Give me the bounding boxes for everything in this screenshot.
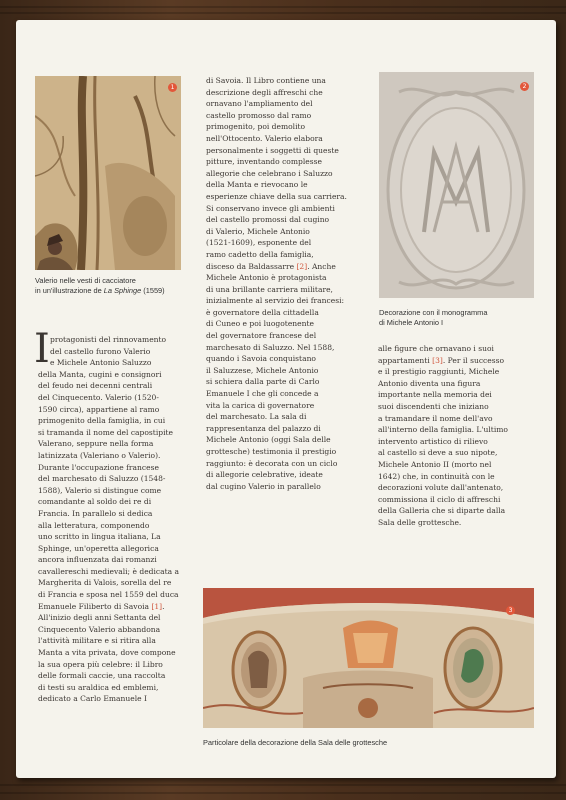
figure-number-badge-1: 1	[168, 83, 177, 92]
col2-line: di Valerio, Michele Antonio	[206, 226, 310, 236]
text-column-3	[378, 343, 508, 529]
col1-line: di testi su araldica ed emblemi,	[38, 682, 159, 692]
col2-line: descrizione degli affreschi che	[206, 87, 323, 97]
col1-line: dedicato a Carlo Emanuele I	[38, 694, 147, 704]
col2-line: disceso da Baldassarre [2]. Anche	[206, 261, 336, 271]
col1-line: si tramanda il nome del capostipite	[38, 427, 173, 437]
col3-line: Sala delle grottesche.	[378, 517, 462, 527]
col1-line: delle formali caccie, una raccolta	[38, 671, 166, 681]
col2-line: il Saluzzese, Michele Antonio	[206, 365, 319, 375]
col3-line: a tramandare il nome dell'avo	[378, 413, 493, 423]
col2-line: Si conservano invece gli ambienti	[206, 203, 335, 213]
col1-line: 1588), Valerio si distingue come	[38, 485, 162, 495]
image1-caption: Valerio nelle vesti di cacciatore in un'illustrazione de La Sphinge (1559)	[35, 276, 165, 295]
col1-line: del castello furono Valerio	[50, 346, 151, 356]
col1-line: e Michele Antonio Saluzzo	[50, 358, 152, 368]
col1-line: del Cinquecento. Valerio (1520-	[38, 392, 159, 402]
col2-line: inizialmente al servizio dei francesi:	[206, 296, 345, 306]
col1-line: cavallereschi medievali; è dedicata a	[38, 566, 180, 576]
col1-line: della Manta, cugini e consignori	[38, 369, 162, 379]
figure-number-badge-3: 3	[506, 606, 515, 615]
col1-line: Francia. In parallelo si dedica	[38, 508, 153, 518]
figure-number-badge-2: 2	[520, 82, 529, 91]
col1-line: alla letteratura, componendo	[38, 520, 150, 530]
col3-line: all'interno della famiglia. L'ultimo	[378, 425, 508, 435]
col2-line: di Cuneo e poi luogotenente	[206, 319, 314, 329]
grotesque-ceiling-image	[203, 588, 534, 728]
col1-line: Manta a vita privata, dove compone	[38, 648, 176, 658]
col2-line: del marchesato. La sala di	[206, 412, 307, 422]
col1-line: la sua opera più celebre: il Libro	[38, 659, 163, 669]
col1-line: uno scritto in lingua italiana, La	[38, 532, 161, 542]
col1-line: l'attività militare e si ritira alla	[38, 636, 156, 646]
col3-line: suoi discendenti che iniziano	[378, 401, 489, 411]
col3-line: Michele Antonio II (morto nel	[378, 459, 492, 469]
col2-line: vita la carica di governatore	[206, 400, 315, 410]
col3-line: commissiona il ciclo di affreschi	[378, 494, 501, 504]
col1-line: comandante al soldo dei re di	[38, 497, 152, 507]
col2-line: (1521-1609), esponente del	[206, 238, 312, 248]
col1-line: Margherita di Valois, sorella del re	[38, 578, 172, 588]
col2-line: del governatore francese del	[206, 331, 317, 341]
col1-line: del feudo nei decenni centrali	[38, 381, 153, 391]
col2-line: si schiera dalla parte di Carlo	[206, 377, 320, 387]
col3-line: al castello si deve a suo nipote,	[378, 448, 498, 458]
col3-line: alle figure che ornavano i suoi	[378, 344, 494, 353]
col1-line: Sphinge, un'operetta allegorica	[38, 543, 159, 553]
col2-line: marchesato di Saluzzo. Nel 1588,	[206, 342, 335, 352]
col1-line: All'inizio degli anni Settanta del	[38, 613, 161, 623]
col2-line: ornavano l'ampliamento del	[206, 99, 313, 109]
text-column-1	[38, 334, 179, 705]
col2-line: della Manta e rievocano le	[206, 180, 308, 190]
col3-line: Antonio diventa una figura	[378, 378, 481, 388]
col1-line: primogenito della famiglia, in cui	[38, 416, 166, 426]
col2-line: di allegorie celebrative, ideate	[206, 470, 323, 480]
col3-line: 1642) che, in continuità con le	[378, 471, 495, 481]
col2-line: esperienze chiave della sua carriera.	[206, 191, 347, 201]
col2-line: nell'Ottocento. Valerio elabora	[206, 133, 323, 143]
col3-line: intervento artistico di rilievo	[378, 436, 488, 446]
col2-line: grottesche) testimonia il prestigio	[206, 447, 337, 456]
hunter-illustration-image	[35, 76, 181, 270]
col2-line: del castello promossi dal cugino	[206, 215, 330, 225]
col2-line: di una brillante carriera militare,	[206, 284, 333, 294]
col2-line: Michele Antonio è protagonista	[206, 273, 327, 283]
col1-line: latinizzata (Valeriano o Valerio).	[38, 450, 161, 460]
col1-line: Emanuele Filiberto di Savoia [1].	[38, 601, 165, 611]
col2-line: Emanuele I che gli concede a	[206, 389, 319, 399]
col2-line: quando i Savoia conquistano	[206, 354, 316, 364]
col2-line: personalmente i soggetti di queste	[206, 145, 339, 155]
col2-line: primogenito, poi demolito	[206, 122, 306, 132]
col2-line: castello promosso dal ramo	[206, 110, 312, 120]
col1-line: 1590 circa), appartiene al ramo	[38, 404, 160, 414]
col1-line: di Francia e sposa nel 1559 del duca	[38, 590, 179, 600]
col3-line: e il prestigio raggiunti, Michele	[378, 367, 500, 377]
col2-line: raggiunto: è decorata con un ciclo	[206, 458, 338, 468]
col1-line: Valerano, seppure nella forma	[38, 439, 154, 449]
col3-line: appartamenti [3]. Per il successo	[378, 355, 505, 365]
col2-line: ramo cadetto della famiglia,	[206, 249, 314, 259]
col2-line: Michele Antonio (oggi Sala delle	[206, 435, 331, 445]
col2-line: allegorie che celebrano i Saluzzo	[206, 168, 333, 178]
col3-line: della Galleria che si diparte dalla	[378, 506, 506, 516]
col2-line: è governatore della cittadella	[206, 307, 319, 317]
col1-line: protagonisti del rinnovamento	[50, 335, 167, 344]
col2-line: pitture, inventando complesse	[206, 157, 322, 167]
col3-line: importante nella memoria dei	[378, 390, 492, 400]
col3-line: decorazioni volute dall'antenato,	[378, 483, 504, 493]
col2-line: dal cugino Valerio in parallelo	[206, 481, 321, 491]
monogram-decoration-image	[379, 72, 534, 298]
col1-line: ancora influenzata dai romanzi	[38, 555, 157, 565]
info-panel	[16, 20, 556, 778]
col2-line: di Savoia. Il Libro contiene una	[206, 76, 326, 85]
col1-line: Cinquecento Valerio abbandona	[38, 624, 161, 634]
col1-line: del marchesato di Saluzzo (1548-	[38, 474, 166, 484]
image2-caption: Decorazione con il monogramma di Michele Antonio I	[379, 308, 488, 327]
drop-cap-letter: I	[34, 326, 50, 372]
text-column-2	[206, 75, 347, 492]
image3-caption: Particolare della decorazione della Sala delle grottesche	[203, 738, 388, 747]
col2-line: rappresentanza del palazzo di	[206, 423, 321, 433]
col1-line: Durante l'occupazione francese	[38, 462, 159, 472]
